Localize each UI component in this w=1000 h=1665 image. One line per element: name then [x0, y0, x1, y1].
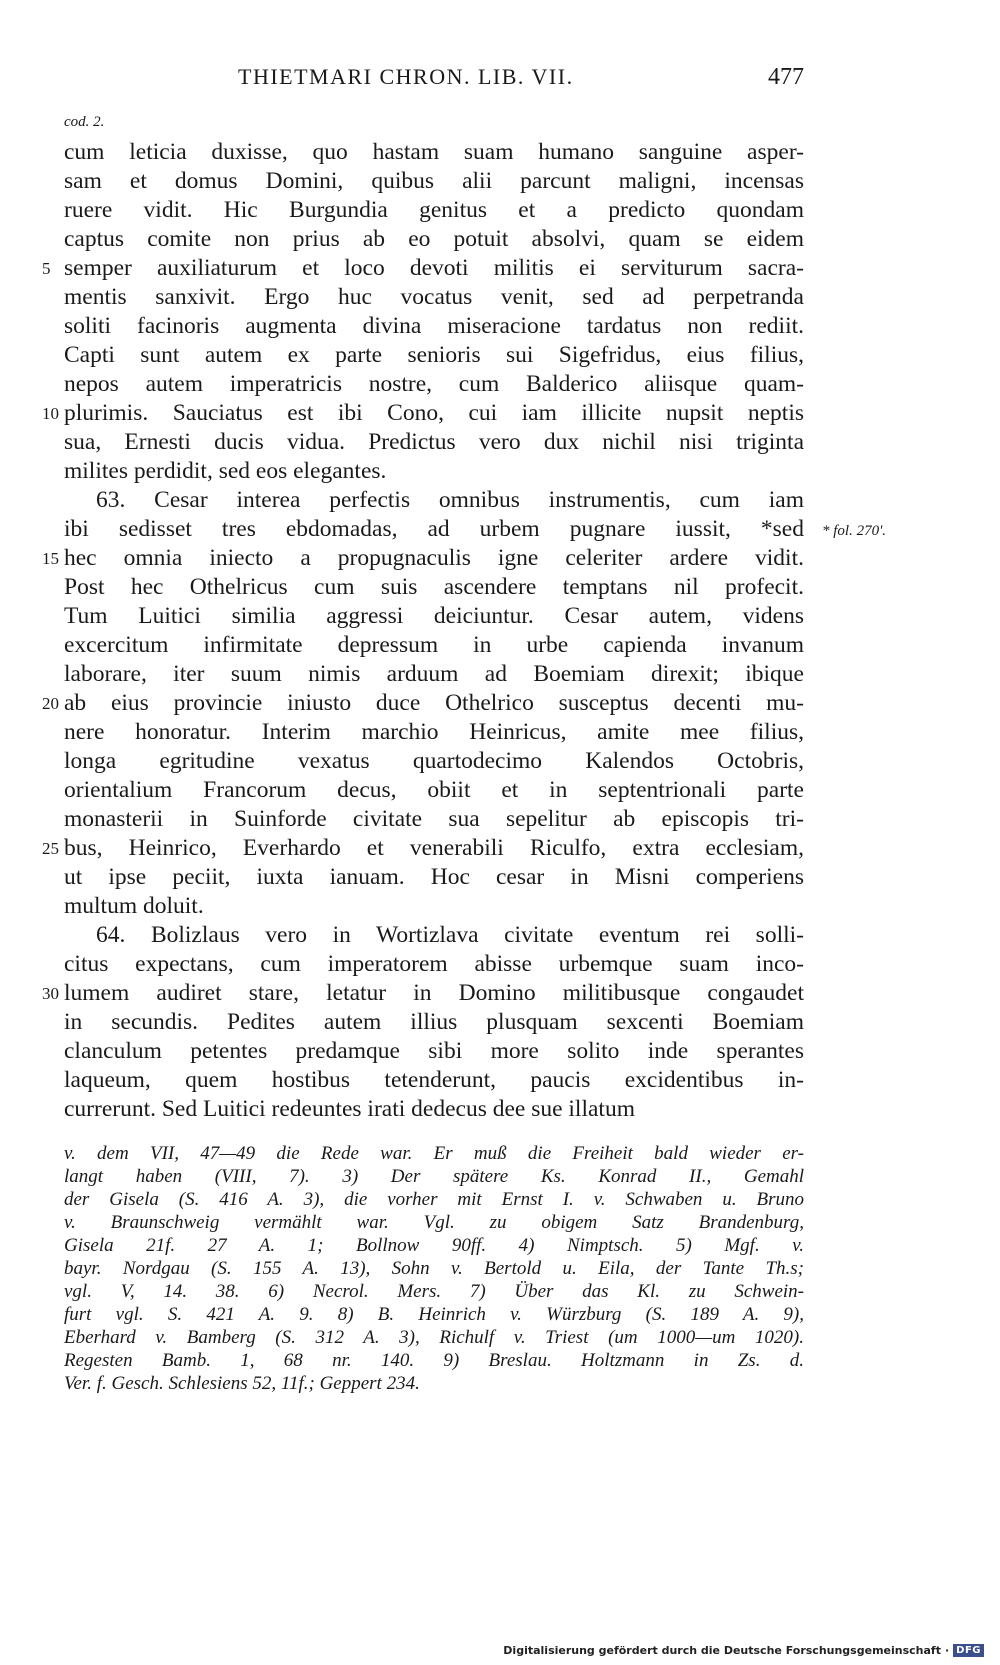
- line-text: monasterii in Suinforde civitate sua sepelitur ab episcopis tri-: [64, 806, 804, 832]
- line-text: plurimis. Sauciatus est ibi Cono, cui iam illicite nupsit neptis: [64, 400, 804, 426]
- text-line: [64, 1008, 804, 1037]
- line-text: hec omnia iniecto a propugnaculis igne celeriter ardere vidit.: [64, 545, 804, 571]
- text-line: [42, 834, 804, 863]
- line-text: longa egritudine vexatus quartodecimo Kalendos Octobris,: [64, 748, 804, 774]
- footnote-line: v. Braunschweig vermählt war. Vgl. zu obigem Satz Brandenburg,: [64, 1212, 804, 1233]
- line-text: in secundis. Pedites autem illius plusquam sexcenti Boemiam: [64, 1009, 804, 1035]
- footnote-line: Eberhard v. Bamberg (S. 312 A. 3), Richulf v. Triest (um 1000—um 1020).: [64, 1327, 804, 1348]
- line-text: Tum Luitici similia aggressi deiciuntur. Cesar autem, videns: [64, 603, 804, 629]
- page-header: [64, 64, 804, 100]
- line-number: 30: [42, 984, 59, 1003]
- line-text: Capti sunt autem ex parte senioris sui Sigefridus, eius filius,: [64, 342, 804, 368]
- line-text: ut ipse peciit, iuxta ianuam. Hoc cesar in Misni comperiens: [64, 864, 804, 890]
- text-line: [42, 979, 804, 1008]
- line-text: mentis sanxivit. Ergo huc vocatus venit, sed ad perpetranda: [64, 284, 804, 310]
- text-line: [64, 892, 804, 921]
- codex-note: cod. 2.: [64, 114, 105, 130]
- text-line: [64, 312, 804, 341]
- line-text: ibi sedisset tres ebdomadas, ad urbem pugnare iussit, *sed: [64, 516, 804, 542]
- line-text: ab eius provincie iniusto duce Othelrico susceptus decenti mu-: [64, 690, 804, 716]
- line-text: sua, Ernesti ducis vidua. Predictus vero dux nichil nisi triginta: [64, 429, 804, 455]
- footnote-line: vgl. V, 14. 38. 6) Necrol. Mers. 7) Über das Kl. zu Schwein-: [64, 1281, 804, 1302]
- footnote-line: furt vgl. S. 421 A. 9. 8) B. Heinrich v. Würzburg (S. 189 A. 9),: [64, 1304, 804, 1325]
- text-line: [64, 805, 804, 834]
- footnote-line: langt haben (VIII, 7). 3) Der spätere Ks. Konrad II., Gemahl: [64, 1166, 804, 1187]
- line-text: cum leticia duxisse, quo hastam suam humano sanguine asper-: [64, 139, 804, 165]
- text-line: [64, 660, 804, 689]
- text-line: [64, 457, 804, 486]
- page-number: 477: [768, 64, 804, 90]
- text-line: [64, 370, 804, 399]
- line-text: captus comite non prius ab eo potuit absolvi, quam se eidem: [64, 226, 804, 252]
- line-text: laqueum, quem hostibus tetenderunt, paucis excidentibus in-: [64, 1067, 804, 1093]
- line-text: laborare, iter suum nimis arduum ad Boemiam direxit; ibique: [64, 661, 804, 687]
- text-line: [64, 602, 804, 631]
- line-text: 63. Cesar interea perfectis omnibus instrumentis, cum iam: [96, 487, 804, 513]
- text-line: [64, 573, 804, 602]
- line-text: currerunt. Sed Luitici redeuntes irati dedecus dee sue illatum: [64, 1096, 635, 1122]
- text-line: [64, 863, 804, 892]
- text-line: [64, 515, 887, 544]
- line-text: nere honoratur. Interim marchio Heinricus, amite mee filius,: [64, 719, 804, 745]
- text-line: [64, 283, 804, 312]
- footnote-line: v. dem VII, 47—49 die Rede war. Er muß die Freiheit bald wieder er-: [64, 1143, 804, 1164]
- dfg-logo: DFG: [953, 1644, 984, 1657]
- line-text: ruere vidit. Hic Burgundia genitus et a predicto quondam: [64, 197, 804, 223]
- line-text: bus, Heinrico, Everhardo et venerabili Riculfo, extra ecclesiam,: [64, 835, 804, 861]
- text-line: [64, 631, 804, 660]
- line-text: sam et domus Domini, quibus alii parcunt maligni, incensas: [64, 168, 804, 194]
- line-text: soliti facinoris augmenta divina miseracione tardatus non rediit.: [64, 313, 804, 339]
- line-text: Post hec Othelricus cum suis ascendere temptans nil profecit.: [64, 574, 804, 600]
- footnote-line: Gisela 21f. 27 A. 1; Bollnow 90ff. 4) Nimptsch. 5) Mgf. v.: [64, 1235, 804, 1256]
- text-line: [64, 428, 804, 457]
- running-title: THIETMARI CHRON. LIB. VII.: [238, 64, 574, 89]
- text-line: [64, 1066, 804, 1095]
- text-line: [64, 718, 804, 747]
- footnote-line: Ver. f. Gesch. Schlesiens 52, 11f.; Geppert 234.: [64, 1373, 420, 1394]
- footnote-line: bayr. Nordgau (S. 155 A. 13), Sohn v. Bertold u. Eila, der Tante Th.s;: [64, 1258, 804, 1279]
- main-text: [42, 138, 887, 1124]
- text-line: [64, 341, 804, 370]
- text-line: [42, 254, 804, 283]
- line-text: citus expectans, cum imperatorem abisse urbemque suam inco-: [64, 951, 804, 977]
- footnote-line: der Gisela (S. 416 A. 3), die vorher mit Ernst I. v. Schwaben u. Bruno: [64, 1189, 804, 1210]
- text-line: [42, 399, 804, 428]
- line-text: excercitum infirmitate depressum in urbe capienda invanum: [64, 632, 804, 658]
- text-line: [64, 167, 804, 196]
- line-number: 20: [42, 694, 59, 713]
- line-text: 64. Bolizlaus vero in Wortizlava civitate eventum rei solli-: [96, 922, 804, 948]
- line-text: orientalium Francorum decus, obiit et in septentrionali parte: [64, 777, 804, 803]
- text-line: [42, 689, 804, 718]
- line-text: nepos autem imperatricis nostre, cum Balderico aliisque quam-: [64, 371, 804, 397]
- line-number: 10: [42, 404, 59, 423]
- funding-text: Digitalisierung gefördert durch die Deutsche Forschungsgemeinschaft: [503, 1643, 941, 1657]
- text-line: [64, 486, 804, 515]
- text-line: [64, 196, 804, 225]
- text-line: [64, 921, 804, 950]
- text-line: [64, 776, 804, 805]
- line-number: 5: [42, 259, 51, 278]
- text-line: [64, 1095, 804, 1124]
- footnote-line: Regesten Bamb. 1, 68 nr. 140. 9) Breslau. Holtzmann in Zs. d.: [64, 1350, 804, 1371]
- footer-bar: Digitalisierung gefördert durch die Deutsche Forschungsgemeinschaft · DFG: [503, 1641, 984, 1659]
- text-line: [64, 1037, 804, 1066]
- folio-margin-note: * fol. 270'.: [822, 523, 887, 539]
- line-text: clanculum petentes predamque sibi more solito inde sperantes: [64, 1038, 804, 1064]
- text-line: [64, 950, 804, 979]
- text-line: [64, 138, 804, 167]
- line-text: milites perdidit, sed eos elegantes.: [64, 458, 387, 484]
- line-text: semper auxiliaturum et loco devoti militis ei serviturum sacra-: [64, 255, 804, 281]
- line-number: 15: [42, 549, 59, 568]
- line-number: 25: [42, 839, 59, 858]
- line-text: lumem audiret stare, letatur in Domino militibusque congaudet: [64, 980, 804, 1006]
- text-line: [64, 225, 804, 254]
- line-text: multum doluit.: [64, 893, 204, 919]
- text-line: [64, 747, 804, 776]
- text-line: [42, 544, 804, 573]
- footnotes: [64, 1142, 804, 1395]
